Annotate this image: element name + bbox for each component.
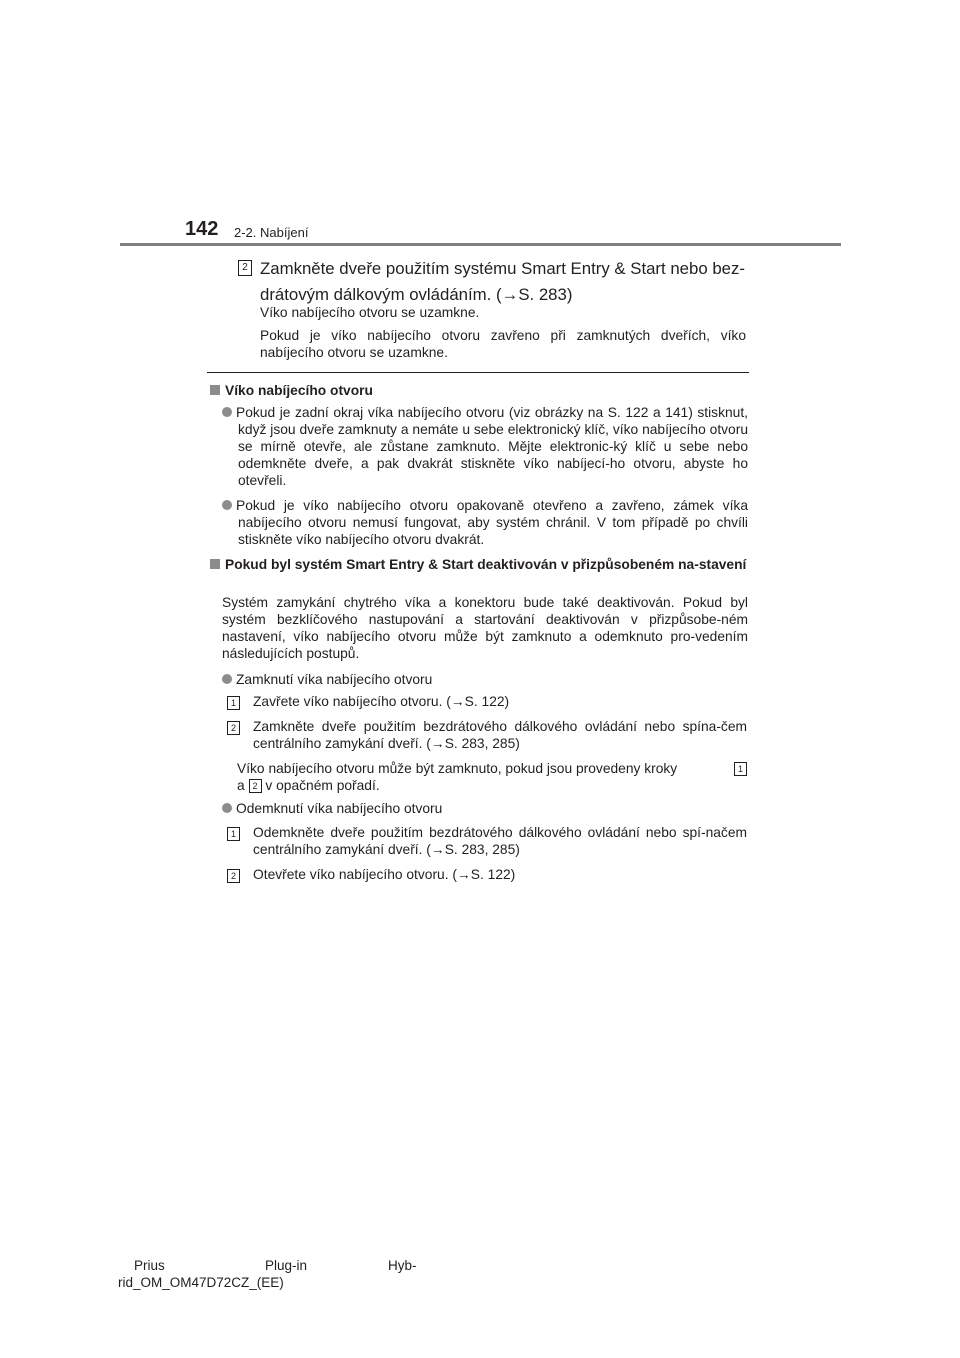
unlock-bullet: Odemknutí víka nabíjecího otvoru <box>222 800 748 817</box>
footer-word1: Prius <box>134 1258 165 1273</box>
section2-intro: Systém zamykání chytrého víka a konektoru bude také deaktivován. Pokud byl systém bezklíčového nastupování a startování deaktivován v přizpůsobe-ném nastavení, víko nabíjecího otvoru může být zamknuto a odemknuto pro-vedením následujících postupů. <box>222 595 748 661</box>
footer <box>118 1257 438 1297</box>
square-bullet-icon <box>210 385 220 395</box>
page-number: 142 <box>185 218 219 240</box>
section-title: 2-2. Nabíjení <box>234 225 309 240</box>
step-top-note1: Víko nabíjecího otvoru se uzamkne. <box>260 305 480 320</box>
circle-bullet-icon <box>222 500 232 510</box>
step-number-box: 2 <box>249 779 262 793</box>
footer-doc-code: rid_OM_OM47D72CZ_(EE) <box>118 1275 284 1290</box>
unlock-step-1: 1 Odemkněte dveře použitím bezdrátového dálkového ovládání nebo spí-načem centrálního zamykání dveří. (→S. 283, 285) <box>227 824 747 858</box>
section1-heading: Víko nabíjecího otvoru <box>210 382 750 399</box>
square-bullet-icon <box>210 559 220 569</box>
section1-bullet2: Pokud je víko nabíjecího otvoru opakovaně otevřeno a zavřeno, zámek víka nabíjecího otvoru nemusí fungovat, aby systém chránil. V tom případě po chvíli stiskněte víko nabíjecího otvoru dvakrát. <box>222 497 748 548</box>
section2-heading: Pokud byl systém Smart Entry & Start deaktivován v přizpůsobeném na-stavení <box>210 556 750 573</box>
step-number-box: 2 <box>238 260 252 276</box>
lock-step-2: 2 Zamkněte dveře použitím bezdrátového dálkového ovládání nebo spína-čem centrálního zamykání dveří. (→S. 283, 285) <box>227 718 747 752</box>
step-top-text: Zamkněte dveře použitím systému Smart Entry & Start nebo bez-drátovým dálkovým ovládáním. (→S. 283) <box>260 259 745 304</box>
header-divider <box>120 243 841 246</box>
lock-note: Víko nabíjecího otvoru může být zamknuto, pokud jsou provedeny kroky 1 a 2 v opačném pořadí. <box>237 760 747 794</box>
footer-word2: Plug-in <box>265 1258 308 1273</box>
unlock-step-2: 2 Otevřete víko nabíjecího otvoru. (→S. 122) <box>227 866 747 883</box>
footer-word3: Hyb- <box>388 1258 417 1273</box>
step-number-box: 1 <box>227 827 240 841</box>
lock-bullet: Zamknutí víka nabíjecího otvoru <box>222 671 748 688</box>
circle-bullet-icon <box>222 674 232 684</box>
step-top-note2: Pokud je víko nabíjecího otvoru zavřeno při zamknutých dveřích, víko nabíjecího otvoru se uzamkne. <box>260 328 746 360</box>
section-divider <box>207 372 749 373</box>
circle-bullet-icon <box>222 407 232 417</box>
step-number-box: 2 <box>227 721 240 735</box>
step-number-box: 1 <box>227 696 240 710</box>
step-top <box>238 256 750 308</box>
step-number-box: 2 <box>227 869 240 883</box>
step-number-box: 1 <box>734 762 747 776</box>
lock-step-1: 1 Zavřete víko nabíjecího otvoru. (→S. 122) <box>227 693 747 710</box>
section1-bullet1: Pokud je zadní okraj víka nabíjecího otvoru (viz obrázky na S. 122 a 141) stisknut, když jsou dveře zamknuty a nemáte u sebe elektronický klíč, víko nabíjecího otvoru se mírně otevře, ale zůstane zamknuto. Mějte elektronic-ký klíč u sebe nebo odemkněte dveře, a pak dvakrát stiskněte víko nabíjecí-ho otvoru, abyste ho otevřeli. <box>222 404 748 489</box>
circle-bullet-icon <box>222 803 232 813</box>
